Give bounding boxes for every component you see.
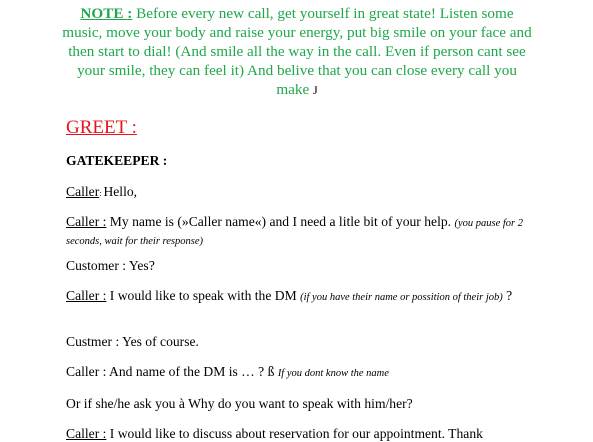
stage-direction: (you pause for 2 seconds, wait for their response) <box>66 218 523 247</box>
note-paragraph <box>60 4 534 100</box>
line-tail: ? <box>502 288 513 303</box>
smile-icon: J <box>313 83 318 97</box>
caller-label: Caller : <box>66 214 107 229</box>
script-line <box>66 334 526 350</box>
line-text: I would like to discuss about reservation for our appointment. Thank <box>106 426 483 441</box>
line-text: Caller : And name of the DM is … ? ß <box>66 364 278 379</box>
line-text: My name is (»Caller name«) and I need a litle bit of your help. <box>106 214 452 229</box>
caller-separator: : <box>99 189 104 198</box>
greet-heading: GREET : <box>66 117 137 138</box>
caller-label: Caller : <box>66 288 107 303</box>
script-line <box>66 258 526 274</box>
line-text: I would like to speak with the DM <box>106 288 301 303</box>
line-text: Custmer : Yes of course. <box>66 334 199 349</box>
script-line <box>66 396 526 412</box>
gatekeeper-heading: GATEKEEPER : <box>66 153 168 168</box>
stage-direction: (if you have their name or possition of their job) <box>300 292 503 303</box>
line-text: Or if she/he ask you à Why do you want to speak with him/her? <box>66 396 413 411</box>
caller-label: Caller <box>66 184 100 199</box>
script-line <box>66 288 526 306</box>
script-line <box>66 364 526 382</box>
stage-direction: If you dont know the name <box>277 368 389 379</box>
caller-label: Caller : <box>66 426 107 441</box>
note-label: NOTE : <box>80 5 133 22</box>
script-line <box>66 214 526 250</box>
line-text: Hello, <box>103 184 138 199</box>
script-line <box>66 184 526 202</box>
note-text: Before every new call, get yourself in great state! Listen some music, move your body and raise your energy, put big smile on your face and then start to dial! (And smile all the way in the call. Even if person cant see your smile, they can feel it) And belive that you can close every call you make <box>62 5 532 98</box>
line-text: Customer : Yes? <box>66 258 155 273</box>
